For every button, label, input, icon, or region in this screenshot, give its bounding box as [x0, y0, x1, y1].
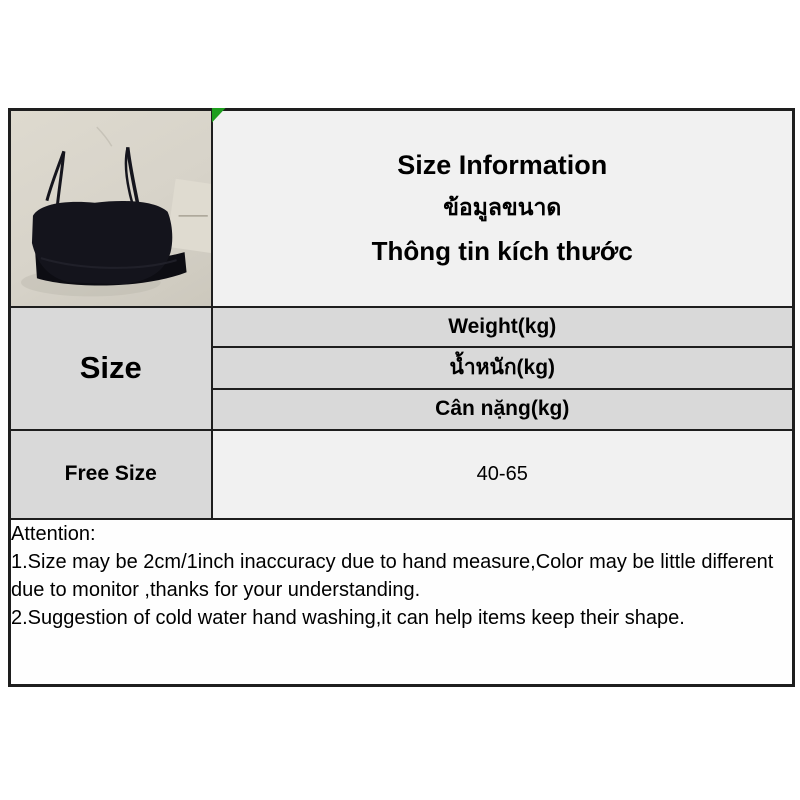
- weight-header-vietnamese: Cân nặng(kg): [212, 389, 794, 430]
- product-photo-cell: [10, 110, 212, 307]
- size-column-header: Size: [10, 307, 212, 430]
- weight-value-cell: 40-65: [212, 430, 794, 519]
- attention-note: 1.Size may be 2cm/1inch inaccuracy due to hand measure,Color may be little different due to monitor ,thanks for your understanding.: [11, 550, 774, 601]
- product-photo: [11, 111, 211, 306]
- title-cell: [212, 110, 794, 307]
- title-vietnamese: Thông tin kích thước: [371, 235, 633, 266]
- backdrop-scratch: [97, 127, 112, 146]
- bralette-graphic: [11, 111, 211, 306]
- attention-note: 2.Suggestion of cold water hand washing,it can help items keep their shape.: [11, 606, 685, 629]
- price-tag-graphic: [166, 179, 210, 254]
- attention-cell: [10, 519, 794, 686]
- corner-marker-triangle-icon: [212, 108, 226, 123]
- bralette-body: [32, 201, 172, 284]
- title-english: Size Information: [397, 149, 608, 180]
- attention-heading: Attention:: [11, 522, 96, 545]
- title-thai: ข้อมูลขนาด: [443, 193, 562, 220]
- size-value-cell: Free Size: [10, 430, 212, 519]
- size-information-table: [8, 108, 795, 687]
- weight-header-thai: น้ำหนัก(kg): [212, 347, 794, 389]
- weight-header-english: Weight(kg): [212, 307, 794, 347]
